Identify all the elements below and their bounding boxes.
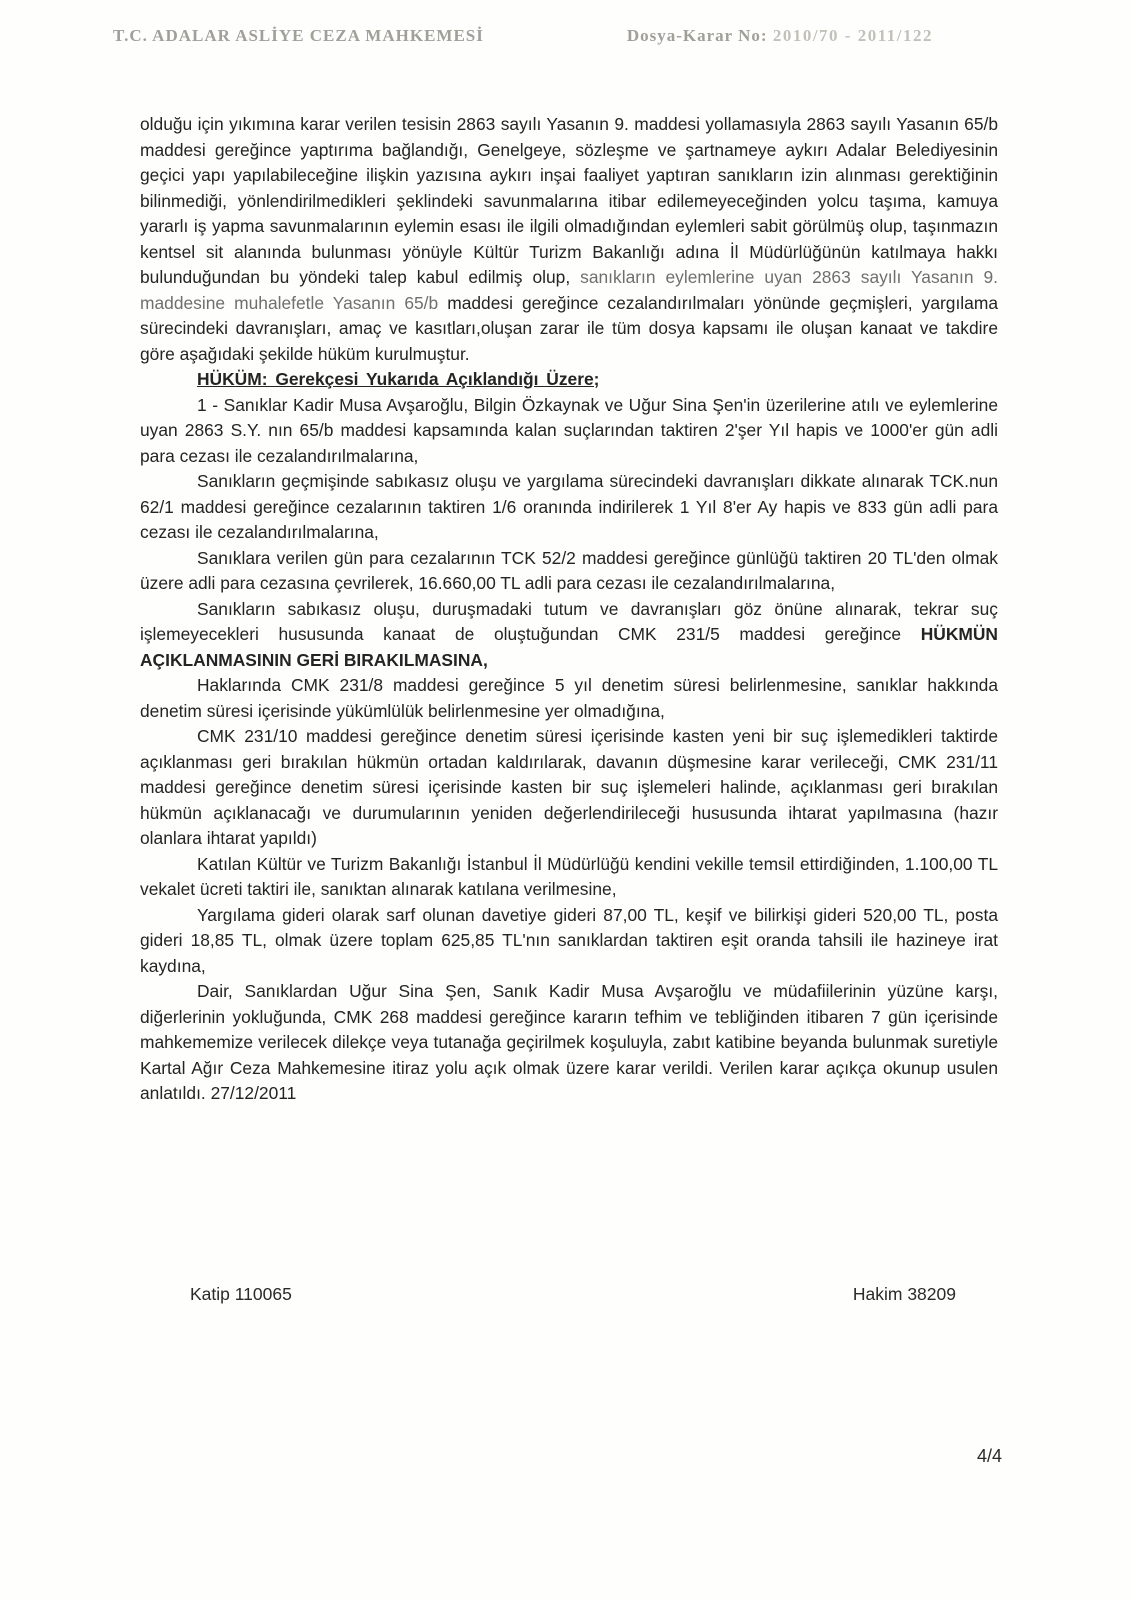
- judge-signature: Hakim 38209: [852, 1284, 956, 1304]
- emphasized-text: HÜKMÜN AÇIKLANMASININ GERİ BIRAKILMASINA,: [140, 624, 998, 670]
- text-run: olduğu için yıkımına karar verilen tesisin 2863 sayılı Yasanın 9. maddesi yollamasıyla 2863 sayılı Yasanın 65/b maddesi gereğince yaptırıma bağlandığı, Genelgeye, sözleşme ve şartnameye aykırı Adalar Belediyesinin geçici yapı yapılabileceğine ilişkin yazısına aykırı inşai faaliyet yaptıran sanıkların izin alınması gerektiğinin bilinmediği, yönlendirilmedikleri şeklindeki savunmalarına itibar edilemeyeceğinden yolcu taşıma, kamuya yararlı iş yapma savunmalarının eylemin esası ile ilgili olmadığından eylemleri sabit görülmüş olup, taşınmazın kentsel sit alanında bulunması yönüyle Kültür Turizm Bakanlığı adına İl Müdürlüğünün katılmaya hakkı bulunduğundan bu yöndeki talep kabul edilmiş olup,: [140, 114, 998, 287]
- docket-value: 2010/70 - 2011/122: [772, 26, 933, 45]
- decision-paragraph: [140, 903, 998, 980]
- document-header: [113, 26, 933, 46]
- decision-paragraph: [140, 393, 998, 470]
- decision-paragraph: [140, 724, 998, 852]
- decision-paragraph: [140, 112, 998, 367]
- text-run: Haklarında CMK 231/8 maddesi gereğince 5 yıl denetim süresi belirlenmesine, sanıklar hakkında denetim süresi içerisinde yükümlülük belirlenmesine yer olmadığına,: [140, 675, 998, 721]
- decision-paragraph: [140, 597, 998, 674]
- decision-body-text: [140, 112, 998, 1107]
- decision-paragraph: [140, 673, 998, 724]
- text-run: 1 - Sanıklar Kadir Musa Avşaroğlu, Bilgin Özkaynak ve Uğur Sina Şen'in üzerilerine atılı ve eylemlerine uyan 2863 S.Y. nın 65/b maddesi kapsamında kalan suçlarından taktiren 2'şer Yıl hapis ve 1000'er gün adli para cezası ile cezalandırılmalarına,: [140, 394, 998, 466]
- docket-number: [627, 26, 933, 46]
- text-run: sanıkların eylemlerine uyan 2863 sayılı Yasanın 9. maddesine muhalefetle Yasanın 65/b: [140, 267, 998, 313]
- docket-label: Dosya-Karar No:: [626, 26, 768, 45]
- clerk-signature: Katip 110065: [190, 1284, 292, 1304]
- decision-paragraph: [140, 546, 998, 597]
- text-run: Yargılama gideri olarak sarf olunan davetiye gideri 87,00 TL, keşif ve bilirkişi gideri 520,00 TL, posta gideri 18,85 TL, olmak üzere toplam 625,85 TL'nın sanıklardan taktiren eşit oranda tahsili ile hazineye irat kaydına,: [140, 904, 998, 976]
- section-heading: [140, 367, 998, 393]
- decision-paragraph: [140, 852, 998, 903]
- text-run: CMK 231/10 maddesi gereğince denetim süresi içerisinde kasten yeni bir suç işlemedikleri taktirde açıklanması geri bırakılan hükmün ortadan kaldırılarak, davanın düşmesine karar verileceği, CMK 231/11 maddesi gereğince denetim süresi içerisinde kasten bir suç işlemeleri halinde, açıklanması geri bırakılan hükmün açıklanacağı ve durumularının yeniden değerlendirileceği hususunda ihtarat yapılmasına (hazır olanlara ihtarat yapıldı): [140, 726, 998, 848]
- page-number: 4/4: [977, 1446, 1003, 1466]
- text-run: Sanıkların geçmişinde sabıkasız oluşu ve yargılama sürecindeki davranışları dikkate alınarak TCK.nun 62/1 maddesi gereğince cezalarının taktiren 1/6 oranında indirilerek 1 Yıl 8'er Ay hapis ve 833 gün adli para cezası ile cezalandırılmalarına,: [140, 471, 998, 542]
- text-run: Katılan Kültür ve Turizm Bakanlığı İstanbul İl Müdürlüğü kendini vekille temsil ettirdiğinden, 1.100,00 TL vekalet ücreti taktiri ile, sanıktan alınarak katılana verilmesine,: [140, 853, 998, 899]
- decision-paragraph: [140, 469, 998, 546]
- decision-paragraph: [140, 979, 998, 1107]
- text-run: Sanıklara verilen gün para cezalarının TCK 52/2 maddesi gereğince günlüğü taktiren 20 TL'den olmak üzere adli para cezasına çevrilerek, 16.660,00 TL adli para cezası ile cezalandırılmalarına,: [140, 547, 998, 593]
- text-run: Dair, Sanıklardan Uğur Sina Şen, Sanık Kadir Musa Avşaroğlu ve müdafiilerinin yüzüne karşı, diğerlerinin yokluğunda, CMK 268 maddesi gereğince kararın tefhim ve tebliğinden itibaren 7 gün içerisinde mahkememize verilecek dilekçe veya tutanağa geçirilmek koşuluyla, zabıt katibine beyanda bulunmak suretiyle Kartal Ağır Ceza Mahkemesine itiraz yolu açık olmak üzere karar verildi. Verilen karar açıkça okunup usulen anlatıldı. 27/12/2011: [140, 981, 998, 1103]
- text-run: Sanıkların sabıkasız oluşu, duruşmadaki tutum ve davranışları göz önüne alınarak, tekrar suç işlemeyecekleri hususunda kanaat de oluştuğundan CMK 231/5 maddesi gereğince: [140, 598, 998, 644]
- emphasized-text: HÜKÜM: Gerekçesi Yukarıda Açıklandığı Üzere;: [197, 369, 600, 389]
- signature-row: [190, 1284, 956, 1305]
- text-run: maddesi gereğince cezalandırılmaları yönünde geçmişleri, yargılama sürecindeki davranışları, amaç ve kasıtları,oluşan zarar ile tüm dosya kapsamı ile oluşan kanaat ve takdire göre aşağıdaki şekilde hüküm kurulmuştur.: [140, 292, 998, 364]
- court-name: T.C. ADALAR ASLİYE CEZA MAHKEMESİ: [113, 26, 484, 45]
